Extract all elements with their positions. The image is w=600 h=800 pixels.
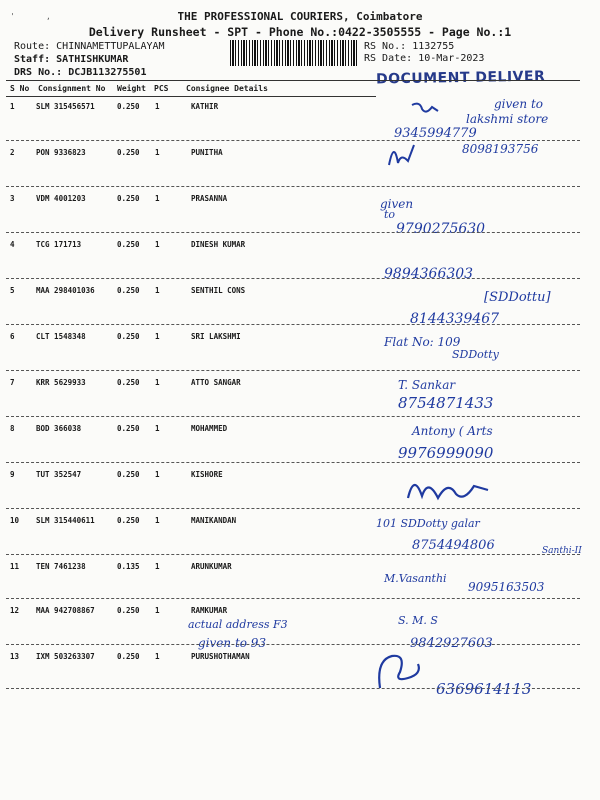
weight: 0.250 (117, 102, 140, 111)
consignee-name: ATTO SANGAR (191, 378, 241, 387)
barcode-image (230, 40, 358, 66)
handwritten-note: given to 93 (198, 636, 267, 650)
row-sno: 1 (10, 102, 15, 111)
header-rule-top (6, 80, 580, 81)
consignee-name: PRASANNA (191, 194, 228, 203)
document-subtitle: Delivery Runsheet - SPT - Phone No.:0422-3505555 - Page No.:1 (88, 25, 512, 39)
handwritten-note: Flat No: 109 (384, 335, 461, 349)
row-sno: 5 (10, 286, 15, 295)
handwritten-note: 9894366303 (384, 266, 474, 282)
row-sno: 9 (10, 470, 15, 479)
consignee-name: MOHAMMED (191, 424, 228, 433)
consignee-name: RAMKUMAR (191, 606, 228, 615)
signature-9 (404, 468, 494, 508)
col-consignment: Consignment No (38, 84, 106, 93)
pcs: 1 (155, 194, 160, 203)
pcs: 1 (155, 516, 160, 525)
weight: 0.250 (117, 148, 140, 157)
consignment-no: TCG 171713 (36, 240, 82, 249)
row-separator (6, 140, 580, 141)
row-sno: 7 (10, 378, 15, 387)
row-sno: 3 (10, 194, 15, 203)
row-separator (6, 324, 580, 325)
weight: 0.250 (117, 194, 140, 203)
row-sno: 12 (10, 606, 20, 615)
pcs: 1 (155, 102, 160, 111)
consignment-no: TUT 352547 (36, 470, 82, 479)
col-pcs: PCS (154, 84, 169, 93)
row-separator (6, 232, 580, 233)
consignee-name: SENTHIL CONS (191, 286, 246, 295)
pcs: 1 (155, 286, 160, 295)
consignee-name: KATHIR (191, 102, 219, 111)
row-separator (6, 462, 580, 463)
consignment-no: MAA 298401036 (36, 286, 95, 295)
consignee-name: KISHORE (191, 470, 223, 479)
weight: 0.250 (117, 286, 140, 295)
row-separator (6, 186, 580, 187)
weight: 0.250 (117, 332, 140, 341)
handwritten-note: 8754494806 (412, 538, 495, 553)
handwritten-note: given (380, 197, 414, 211)
signature-13 (372, 648, 432, 694)
weight: 0.250 (117, 606, 140, 615)
handwritten-note: 9842927603 (410, 636, 493, 651)
rs-no-line: RS No.: 1132755 (364, 41, 455, 52)
weight: 0.250 (117, 516, 140, 525)
rs-date-line: RS Date: 10-Mar-2023 (364, 53, 485, 64)
handwritten-note: [SDDottu] (484, 290, 551, 305)
pcs: 1 (155, 652, 160, 661)
handwritten-note: 101 SDDotty galar (376, 517, 480, 530)
consignee-name: SRI LAKSHMI (191, 332, 241, 341)
col-consignee: Consignee Details (186, 84, 268, 93)
handwritten-note: T. Sankar (398, 378, 456, 392)
row-sno: 2 (10, 148, 15, 157)
consignment-no: SLM 315456571 (36, 102, 95, 111)
consignee-name: PUNITHA (191, 148, 223, 157)
col-weight: Weight (117, 84, 146, 93)
handwritten-note: SDDotty (452, 348, 499, 361)
consignee-name: PURUSHOTHAMAN (191, 652, 250, 661)
signature-2 (386, 135, 426, 175)
staff-line: Staff: SATHISHKUMAR (14, 54, 129, 65)
pcs: 1 (155, 332, 160, 341)
consignment-no: PON 9336823 (36, 148, 86, 157)
consignment-no: IXM 503263307 (36, 652, 95, 661)
signature-1 (410, 99, 440, 119)
pcs: 1 (155, 606, 160, 615)
consignment-no: SLM 315440611 (36, 516, 95, 525)
row-sno: 8 (10, 424, 15, 433)
row-separator (6, 554, 580, 555)
row-separator (6, 278, 580, 279)
handwritten-note: 8144339467 (410, 311, 500, 327)
weight: 0.250 (117, 470, 140, 479)
handwritten-note: 9345994779 (394, 126, 477, 141)
col-sno: S No (10, 84, 30, 93)
header-rule-bottom (6, 96, 376, 97)
row-sno: 13 (10, 652, 20, 661)
weight: 0.250 (117, 378, 140, 387)
handwritten-note: given to (494, 97, 543, 111)
handwritten-note: actual address F3 (188, 618, 288, 631)
handwritten-note: lakshmi store (466, 112, 549, 126)
handwritten-note: 9095163503 (468, 580, 545, 594)
handwritten-note: Santhi-II (542, 546, 582, 556)
handwritten-note: Antony ( Arts (412, 424, 493, 438)
consignment-no: BOD 366038 (36, 424, 82, 433)
row-sno: 4 (10, 240, 15, 249)
corner-mark: ' (10, 12, 15, 21)
pcs: 1 (155, 424, 160, 433)
consignment-no: VDM 4001203 (36, 194, 86, 203)
row-separator (6, 508, 580, 509)
row-separator (6, 598, 580, 599)
document-title: THE PROFESSIONAL COURIERS, Coimbatore (177, 10, 423, 23)
weight: 0.250 (117, 424, 140, 433)
corner-mark: , (46, 12, 51, 21)
row-separator (6, 370, 580, 371)
route-line: Route: CHINNAMETTUPALAYAM (14, 41, 165, 52)
consignment-no: KRR 5629933 (36, 378, 86, 387)
weight: 0.250 (117, 652, 140, 661)
consignee-name: ARUNKUMAR (191, 562, 232, 571)
handwritten-note: M.Vasanthi (384, 572, 447, 585)
weight: 0.135 (117, 562, 140, 571)
handwritten-note: S. M. S (398, 614, 438, 627)
pcs: 1 (155, 470, 160, 479)
row-sno: 10 (10, 516, 20, 525)
weight: 0.250 (117, 240, 140, 249)
pcs: 1 (155, 148, 160, 157)
handwritten-note: 8098193756 (462, 142, 539, 156)
handwritten-note: 6369614113 (436, 680, 532, 698)
consignee-name: DINESH KUMAR (191, 240, 246, 249)
consignment-no: MAA 942708867 (36, 606, 95, 615)
handwritten-note: 9976999090 (398, 444, 494, 462)
document-deliver-stamp: DOCUMENT DELIVER (375, 68, 546, 88)
handwritten-note: to (384, 208, 396, 221)
row-separator (6, 416, 580, 417)
pcs: 1 (155, 240, 160, 249)
handwritten-note: 9790275630 (396, 221, 486, 237)
row-separator (6, 644, 580, 645)
row-sno: 11 (10, 562, 20, 571)
pcs: 1 (155, 378, 160, 387)
consignment-no: CLT 1548348 (36, 332, 86, 341)
row-separator (6, 688, 580, 689)
drs-line: DRS No.: DCJB113275501 (14, 67, 147, 78)
handwritten-note: 8754871433 (398, 394, 494, 412)
row-sno: 6 (10, 332, 15, 341)
pcs: 1 (155, 562, 160, 571)
consignment-no: TEN 7461238 (36, 562, 86, 571)
consignee-name: MANIKANDAN (191, 516, 237, 525)
